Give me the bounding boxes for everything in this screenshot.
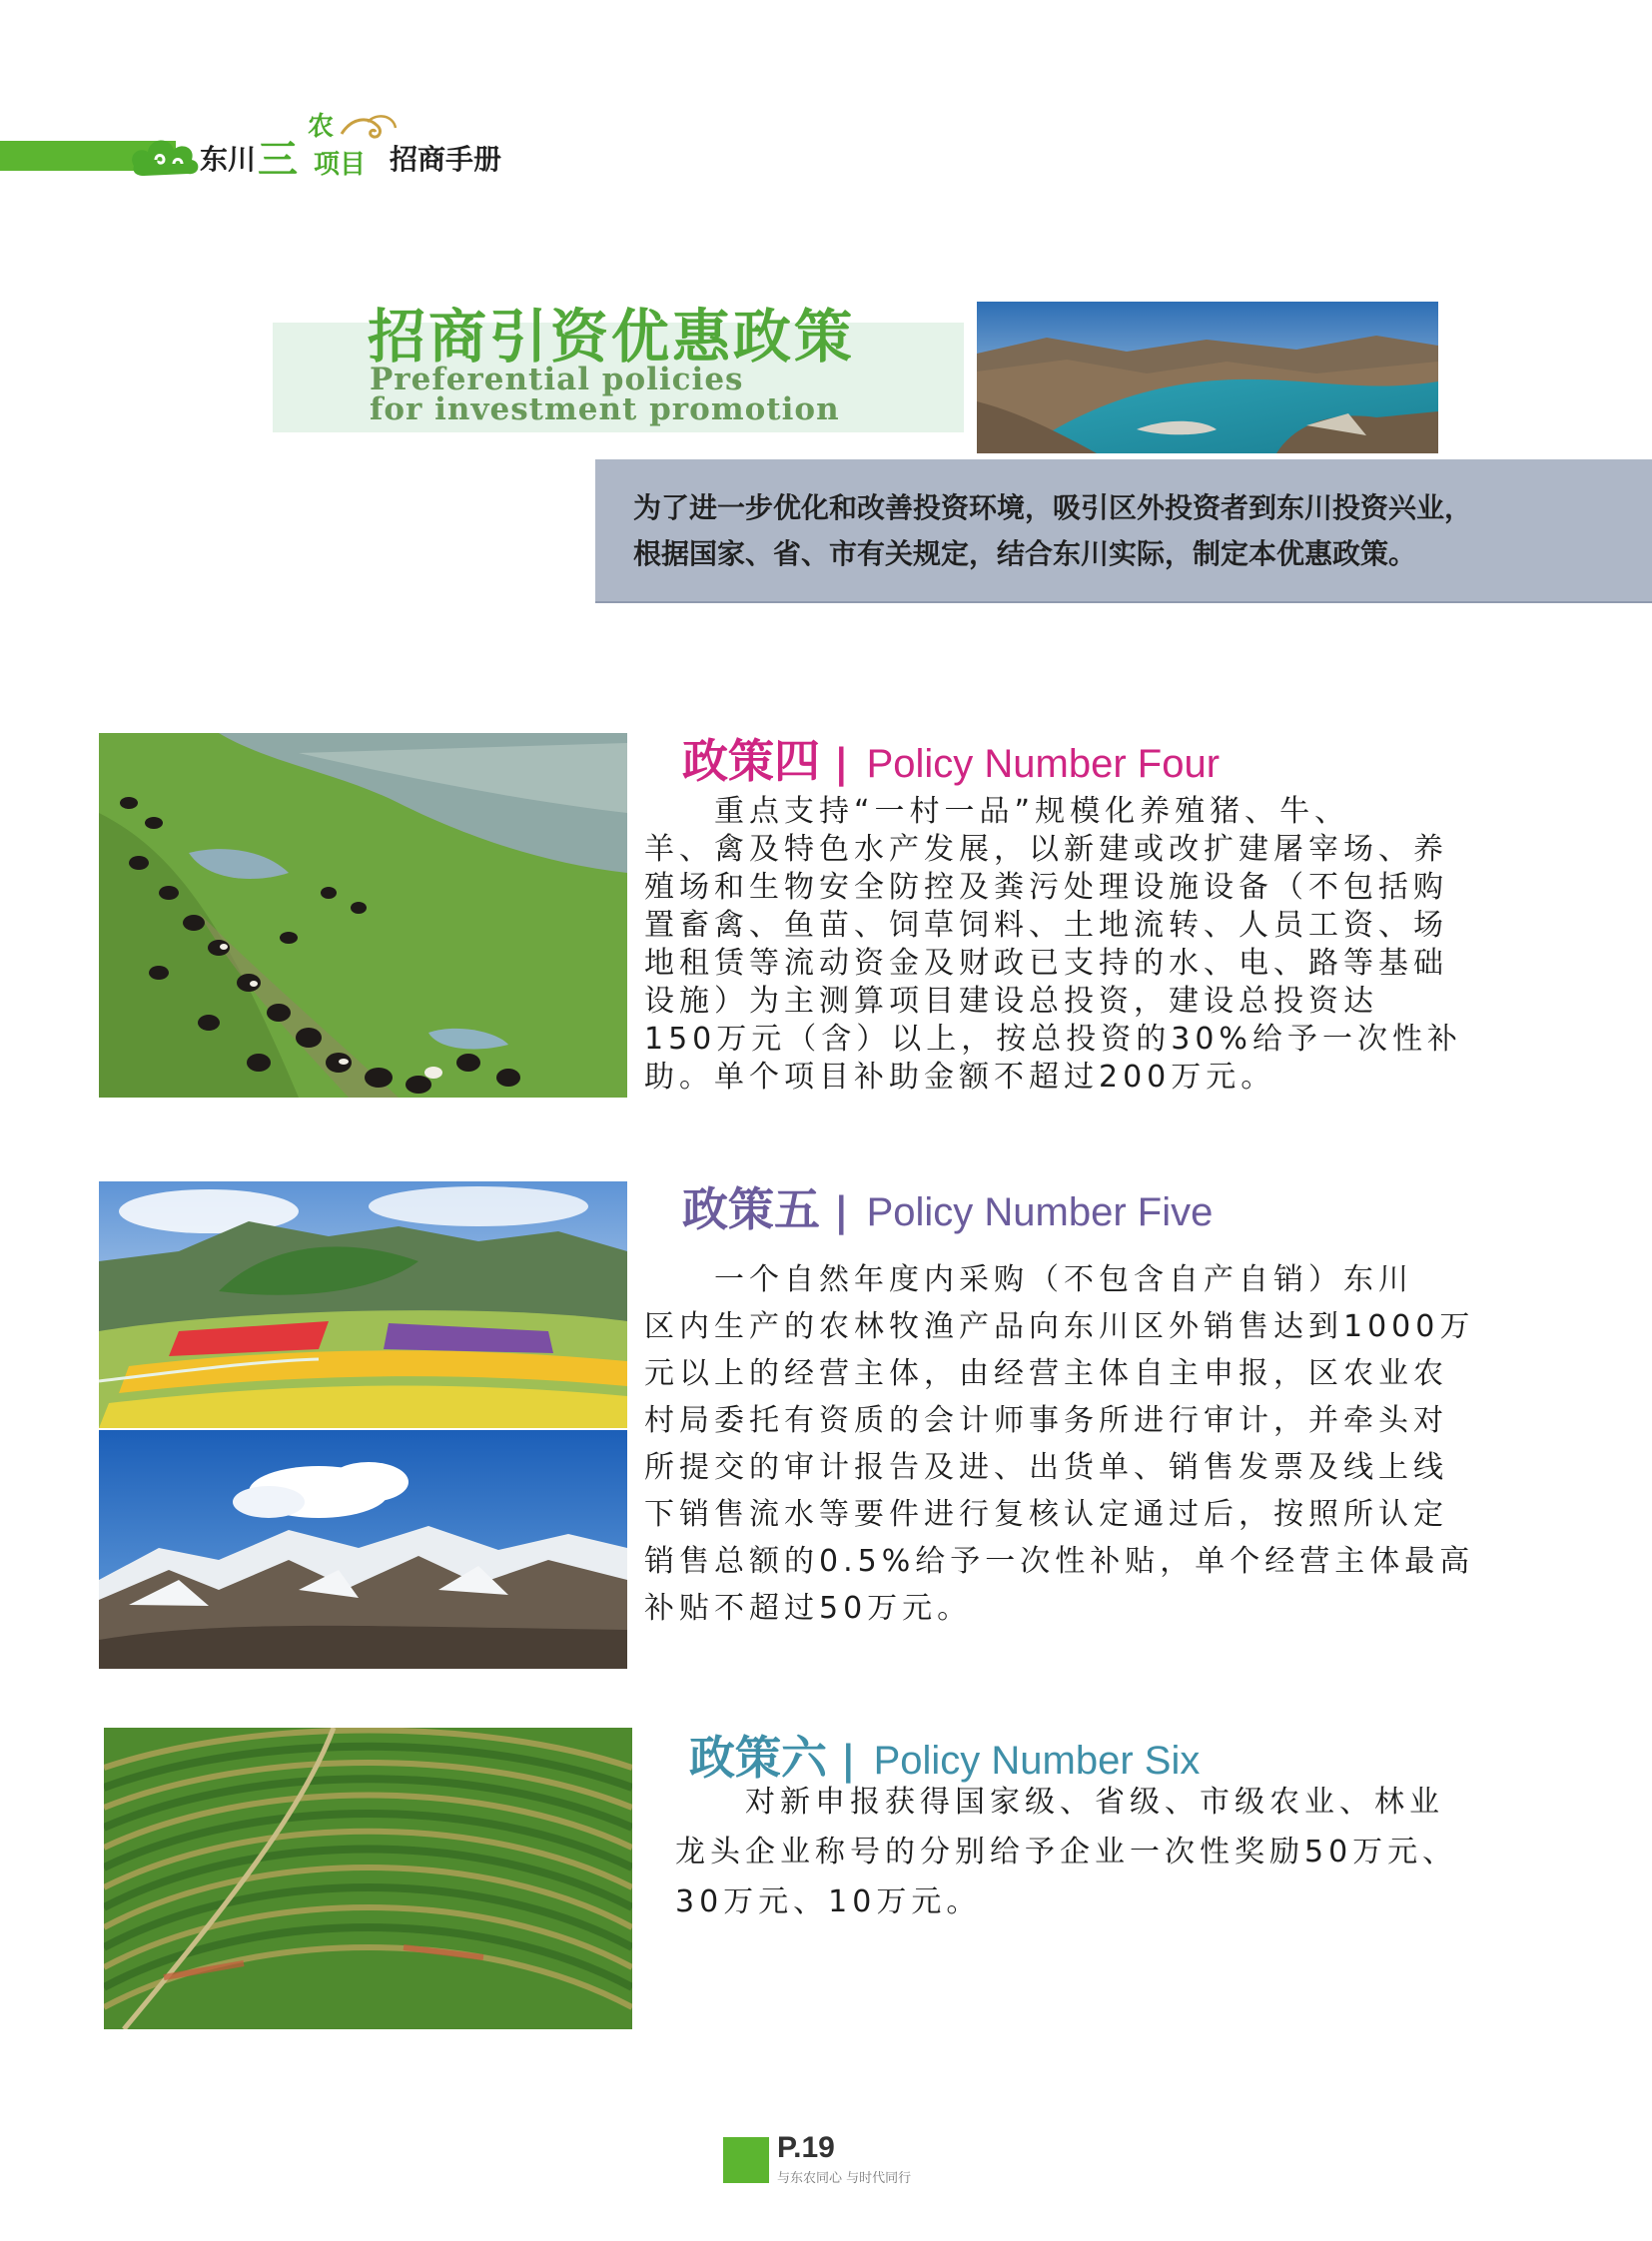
intro-panel	[595, 459, 1652, 603]
policy-5-line: 补贴不超过50万元。	[644, 1591, 973, 1626]
policy-5-line: 元以上的经营主体，由经营主体自主申报，区农业农	[644, 1356, 1448, 1391]
page-number: P.19	[777, 2131, 835, 2164]
policy-5-line: 所提交的审计报告及进、出货单、销售发票及线上线	[644, 1450, 1448, 1485]
policy-5-line: 下销售流水等要件进行复核认定通过后，按照所认定	[644, 1497, 1448, 1532]
policy-5-divider: |	[834, 1189, 849, 1235]
policy-4-english-title: Policy Number Four	[866, 742, 1221, 786]
header-suffix: 招商手册	[390, 143, 502, 176]
policy-5-line: 一个自然年度内采购（不包含自产自销）东川	[644, 1262, 1413, 1297]
policy-6-number: 政策六	[689, 1731, 827, 1785]
header-xiangmu: 项目	[314, 150, 367, 180]
policy-5-line: 区内生产的农林牧渔产品向东川区外销售达到1000万	[644, 1309, 1475, 1344]
policy-4-line: 殖场和生物安全防控及粪污处理设施设备（不包括购	[644, 870, 1448, 905]
policy-4-body	[644, 793, 1503, 1097]
subtitle-line-2: for investment promotion	[370, 391, 840, 427]
header-san: 三	[258, 136, 298, 183]
footer-slogan: 与东农同心 与时代同行	[777, 2171, 912, 2186]
intro-line-2: 根据国家、省、市有关规定，结合东川实际，制定本优惠政策。	[633, 537, 1417, 570]
policy-5-line: 销售总额的0.5%给予一次性补贴，单个经营主体最高	[644, 1544, 1475, 1579]
page-title: 招商引资优惠政策	[368, 303, 856, 371]
policy-4-line: 置畜禽、鱼苗、饲草饲料、土地流转、人员工资、场	[644, 908, 1448, 943]
policy-6-line: 30万元、10万元。	[675, 1884, 982, 1919]
policy-4-line: 150万元（含）以上，按总投资的30%给予一次性补	[644, 1022, 1462, 1057]
policy-5-line: 村局委托有资质的会计师事务所进行审计，并牵头对	[644, 1403, 1448, 1438]
auspicious-cloud-icon	[126, 126, 206, 186]
yak-herd-photo	[99, 733, 627, 1098]
policy-6-body	[675, 1778, 1534, 1927]
footer-green-square	[723, 2137, 769, 2183]
policy-4-line: 地租赁等流动资金及财政已支持的水、电、路等基础	[644, 946, 1448, 981]
policy-4-line: 羊、禽及特色水产发展，以新建或改扩建屠宰场、养	[644, 832, 1448, 867]
reservoir-canyon-photo	[977, 302, 1438, 453]
header-prefix: 东川	[200, 143, 257, 176]
policy-4-divider: |	[834, 741, 849, 787]
policy-6-english-title: Policy Number Six	[873, 1739, 1201, 1783]
policy-4-line: 助。单个项目补助金额不超过200万元。	[644, 1060, 1276, 1095]
policy-4-number: 政策四	[682, 734, 820, 788]
policy-5-heading	[682, 1173, 1213, 1239]
policy-6-divider: |	[841, 1738, 856, 1784]
policy-5-body	[644, 1256, 1503, 1632]
policy-4-line: 设施）为主测算项目建设总投资，建设总投资达	[644, 984, 1378, 1019]
policy-6-line: 对新申报获得国家级、省级、市级农业、林业	[675, 1785, 1444, 1820]
policy-5-english-title: Policy Number Five	[866, 1190, 1214, 1234]
intro-text	[633, 485, 1642, 577]
policy-4-line: 重点支持“一村一品”规模化养殖猪、牛、	[644, 794, 1350, 829]
terraced-field-photo	[104, 1728, 632, 2029]
policy-4-heading	[682, 725, 1220, 791]
header-nong: 农	[308, 112, 335, 142]
flower-field-photo	[99, 1181, 627, 1428]
subtitle-line-1: Preferential policies	[370, 362, 744, 397]
page-subtitle	[370, 362, 840, 427]
policy-6-line: 龙头企业称号的分别给予企业一次性奖励50万元、	[675, 1835, 1458, 1869]
intro-line-1: 为了进一步优化和改善投资环境，吸引区外投资者到东川投资兴业，	[633, 491, 1473, 524]
policy-5-number: 政策五	[682, 1182, 820, 1236]
snow-mountain-photo	[99, 1430, 627, 1669]
